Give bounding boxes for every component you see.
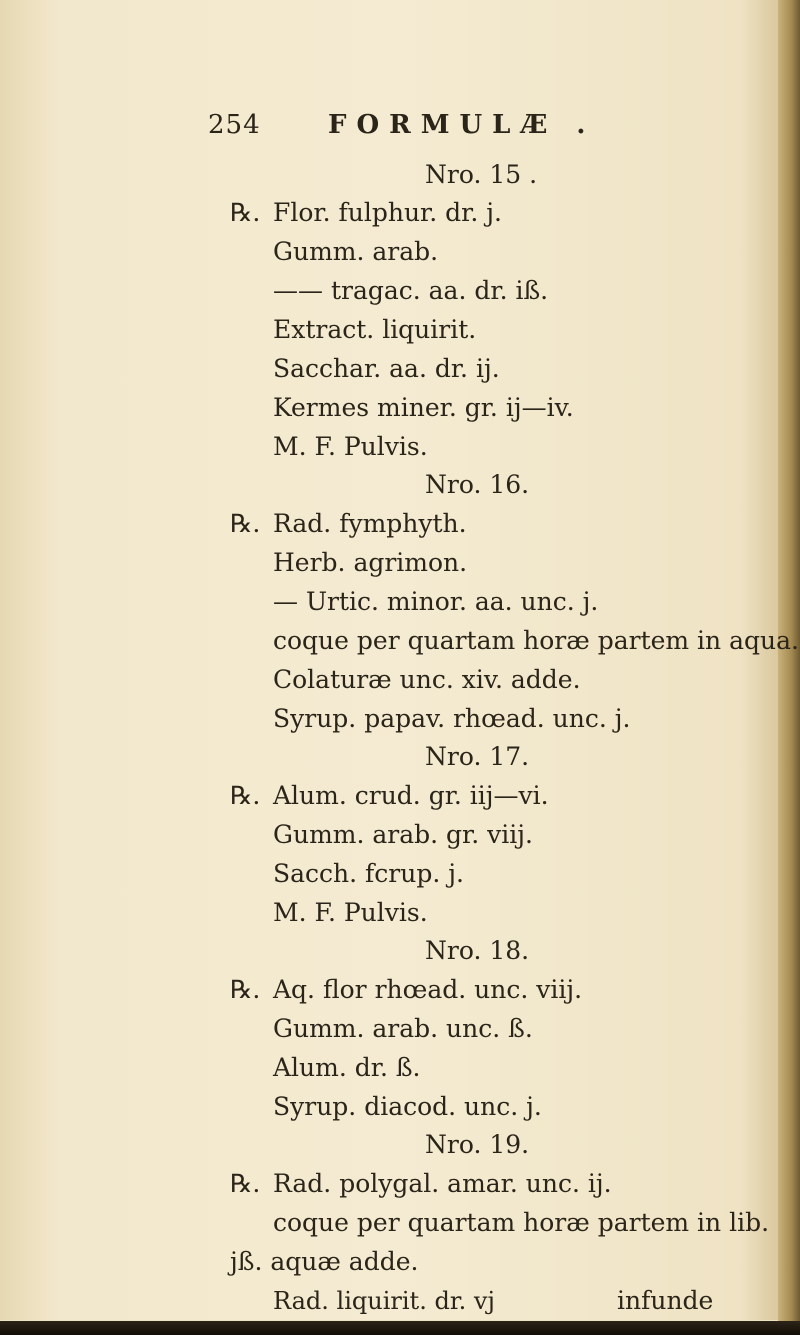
ingredient-line: Extract. liquirit. (273, 315, 477, 344)
ingredient-line: Kermes miner. gr. ij—iv. (273, 393, 574, 422)
ingredient-line: Sacchar. aa. dr. ij. (273, 354, 500, 383)
recipe-number: Nro. 18. (425, 936, 530, 965)
ingredient-line: Alum. dr. ß. (273, 1053, 421, 1082)
ingredient-line: Sacch. fcrup. j. (273, 859, 464, 888)
ingredient-line: coque per quartam horæ partem in aqua. (273, 626, 799, 655)
ingredient-line: Rad. polygal. amar. unc. ij. (273, 1169, 612, 1198)
recipe-symbol: ℞. (230, 1169, 261, 1198)
ingredient-line: Herb. agrimon. (273, 548, 468, 577)
ingredient-line: Flor. fulphur. dr. j. (273, 198, 502, 227)
ingredient-line: Syrup. papav. rhœad. unc. j. (273, 704, 631, 733)
page-bottom-shadow (0, 1321, 800, 1335)
ingredient-line: — Urtic. minor. aa. unc. j. (273, 587, 599, 616)
ingredient-line: jß. aquæ adde. (230, 1247, 419, 1276)
recipe-number: Nro. 17. (425, 742, 530, 771)
catchword: infunde (617, 1286, 714, 1315)
running-header (208, 110, 596, 140)
ingredient-line: Aq. flor rhœad. unc. viij. (273, 975, 583, 1004)
recipe-symbol: ℞. (230, 198, 261, 227)
recipe-number: Nro. 19. (425, 1130, 530, 1159)
ingredient-line: Rad. liquirit. dr. vj (273, 1287, 495, 1315)
ingredient-line: Colaturæ unc. xiv. adde. (273, 665, 581, 694)
ingredient-line: Alum. crud. gr. iij—vi. (273, 781, 549, 810)
ingredient-line: M. F. Pulvis. (273, 898, 428, 927)
ingredient-line: M. F. Pulvis. (273, 432, 428, 461)
ingredient-line: Rad. fymphyth. (273, 509, 467, 538)
page-title: FORMULÆ . (328, 110, 596, 140)
ingredient-line: Gumm. arab. gr. viij. (273, 820, 533, 849)
recipe-symbol: ℞. (230, 975, 261, 1004)
page-edge (778, 0, 800, 1335)
recipe-symbol: ℞. (230, 509, 261, 538)
ingredient-line: Gumm. arab. unc. ß. (273, 1014, 533, 1043)
ingredient-line: Syrup. diacod. unc. j. (273, 1092, 542, 1121)
recipe-number: Nro. 16. (425, 470, 530, 499)
ingredient-line: —— tragac. aa. dr. iß. (273, 276, 549, 305)
ingredient-line: Gumm. arab. (273, 237, 439, 266)
page-number: 254 (208, 110, 261, 140)
recipe-symbol: ℞. (230, 781, 261, 810)
ingredient-line: coque per quartam horæ partem in lib. (273, 1208, 770, 1237)
recipe-number: Nro. 15 . (425, 160, 538, 189)
